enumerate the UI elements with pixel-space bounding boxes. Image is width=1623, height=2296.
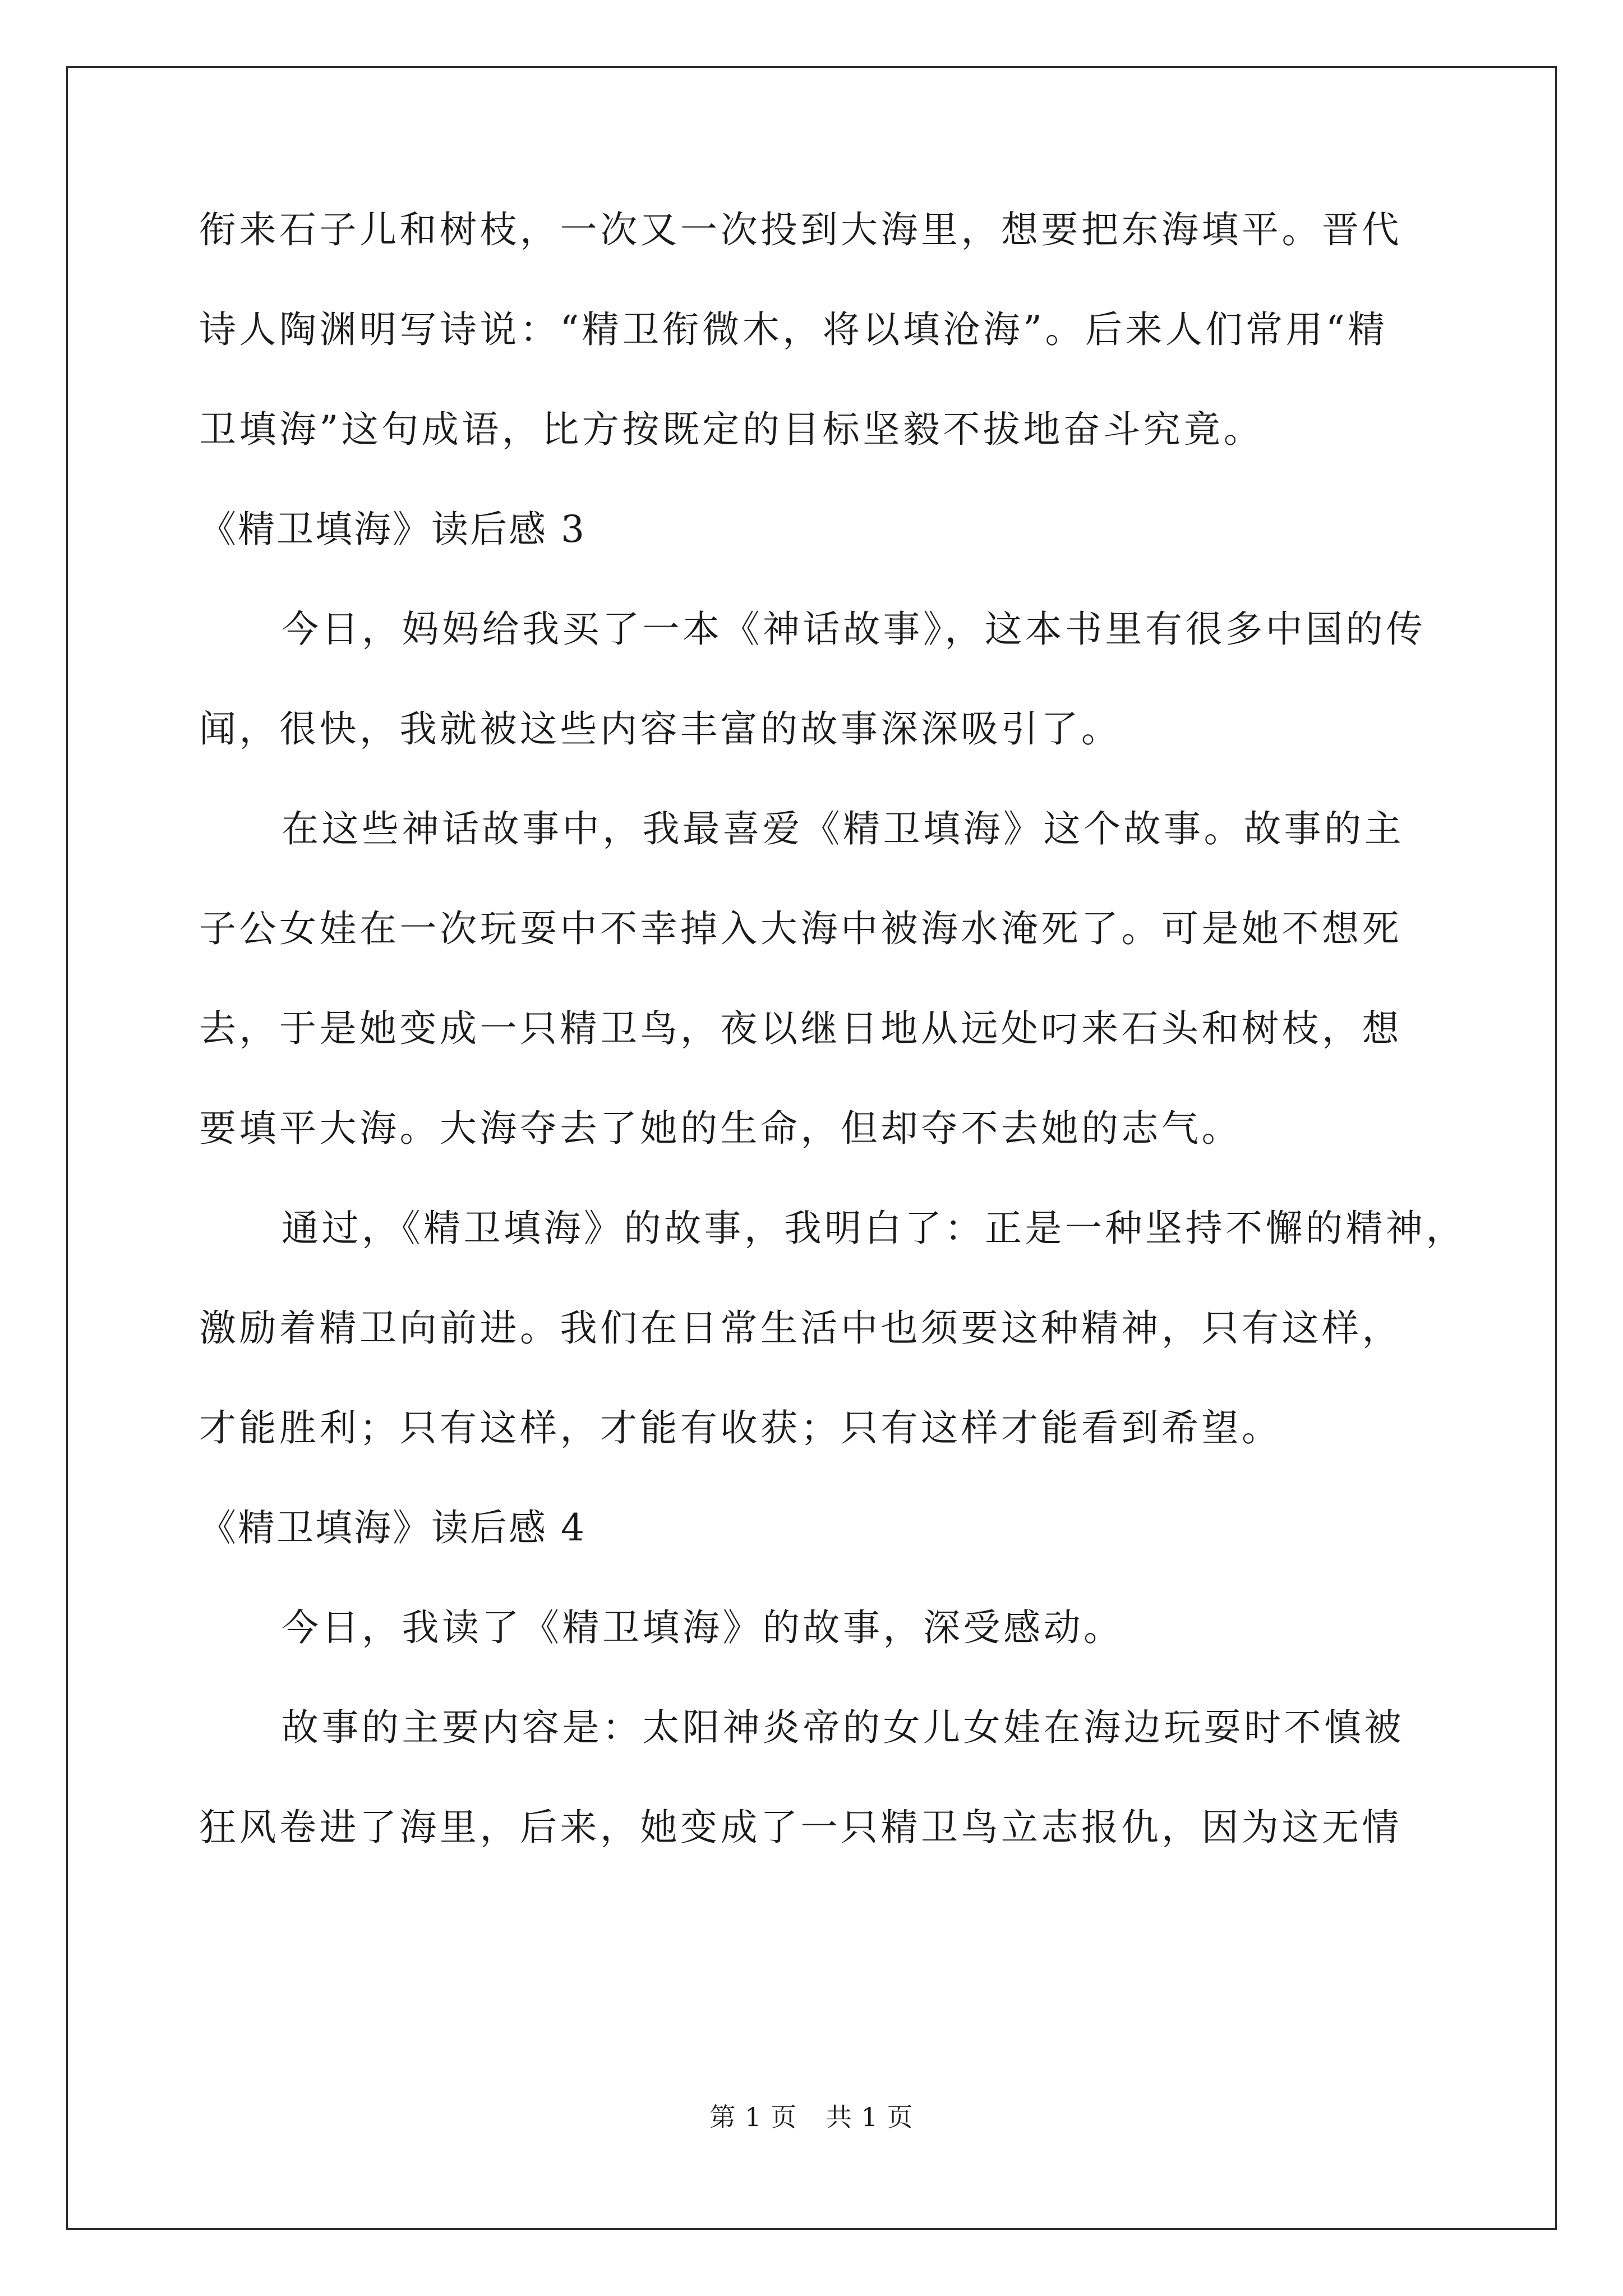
paragraph-start: 今日，妈妈给我买了一本《神话故事》，这本书里有很多中国的传 — [282, 608, 1426, 651]
page-number-total: 共 1 页 — [826, 2102, 914, 2132]
paragraph-start: 今日，我读了《精卫填海》的故事，深受感动。 — [282, 1606, 1124, 1649]
body-line: 狂风卷进了海里，后来，她变成了一只精卫鸟立志报仇，因为这无情 — [199, 1806, 1402, 1849]
document-body — [199, 202, 1466, 1899]
body-line: 诗人陶渊明写诗说：“精卫衔微木，将以填沧海”。后来人们常用“精 — [199, 308, 1388, 351]
body-line: 子公女娃在一次玩耍中不幸掉入大海中被海水淹死了。可是她不想死 — [199, 907, 1402, 950]
body-line: 卫填海”这句成语，比方按既定的目标坚毅不拔地奋斗究竟。 — [199, 408, 1264, 451]
body-line: 闻，很快，我就被这些内容丰富的故事深深吸引了。 — [199, 707, 1122, 751]
body-line: 要填平大海。大海夺去了她的生命，但却夺不去她的志气。 — [199, 1107, 1242, 1150]
page-number-current: 第 1 页 — [709, 2102, 797, 2132]
paragraph-start: 在这些神话故事中，我最喜爱《精卫填海》这个故事。故事的主 — [282, 807, 1404, 850]
section-heading-4: 《精卫填海》读后感 4 — [199, 1506, 586, 1549]
paragraph-start: 通过，《精卫填海》的故事，我明白了：正是一种坚持不懈的精神， — [282, 1207, 1466, 1250]
body-line: 去，于是她变成一只精卫鸟，夜以继日地从远处叼来石头和树枝，想 — [199, 1007, 1402, 1050]
page-footer — [0, 2100, 1623, 2134]
body-line: 才能胜利；只有这样，才能有收获；只有这样才能看到希望。 — [199, 1406, 1282, 1450]
body-line: 衔来石子儿和树枝，一次又一次投到大海里，想要把东海填平。晋代 — [199, 208, 1402, 251]
body-line: 激励着精卫向前进。我们在日常生活中也须要这种精神，只有这样， — [199, 1306, 1402, 1350]
section-heading-3: 《精卫填海》读后感 3 — [199, 508, 586, 551]
paragraph-start: 故事的主要内容是：太阳神炎帝的女儿女娃在海边玩耍时不慎被 — [282, 1706, 1404, 1749]
